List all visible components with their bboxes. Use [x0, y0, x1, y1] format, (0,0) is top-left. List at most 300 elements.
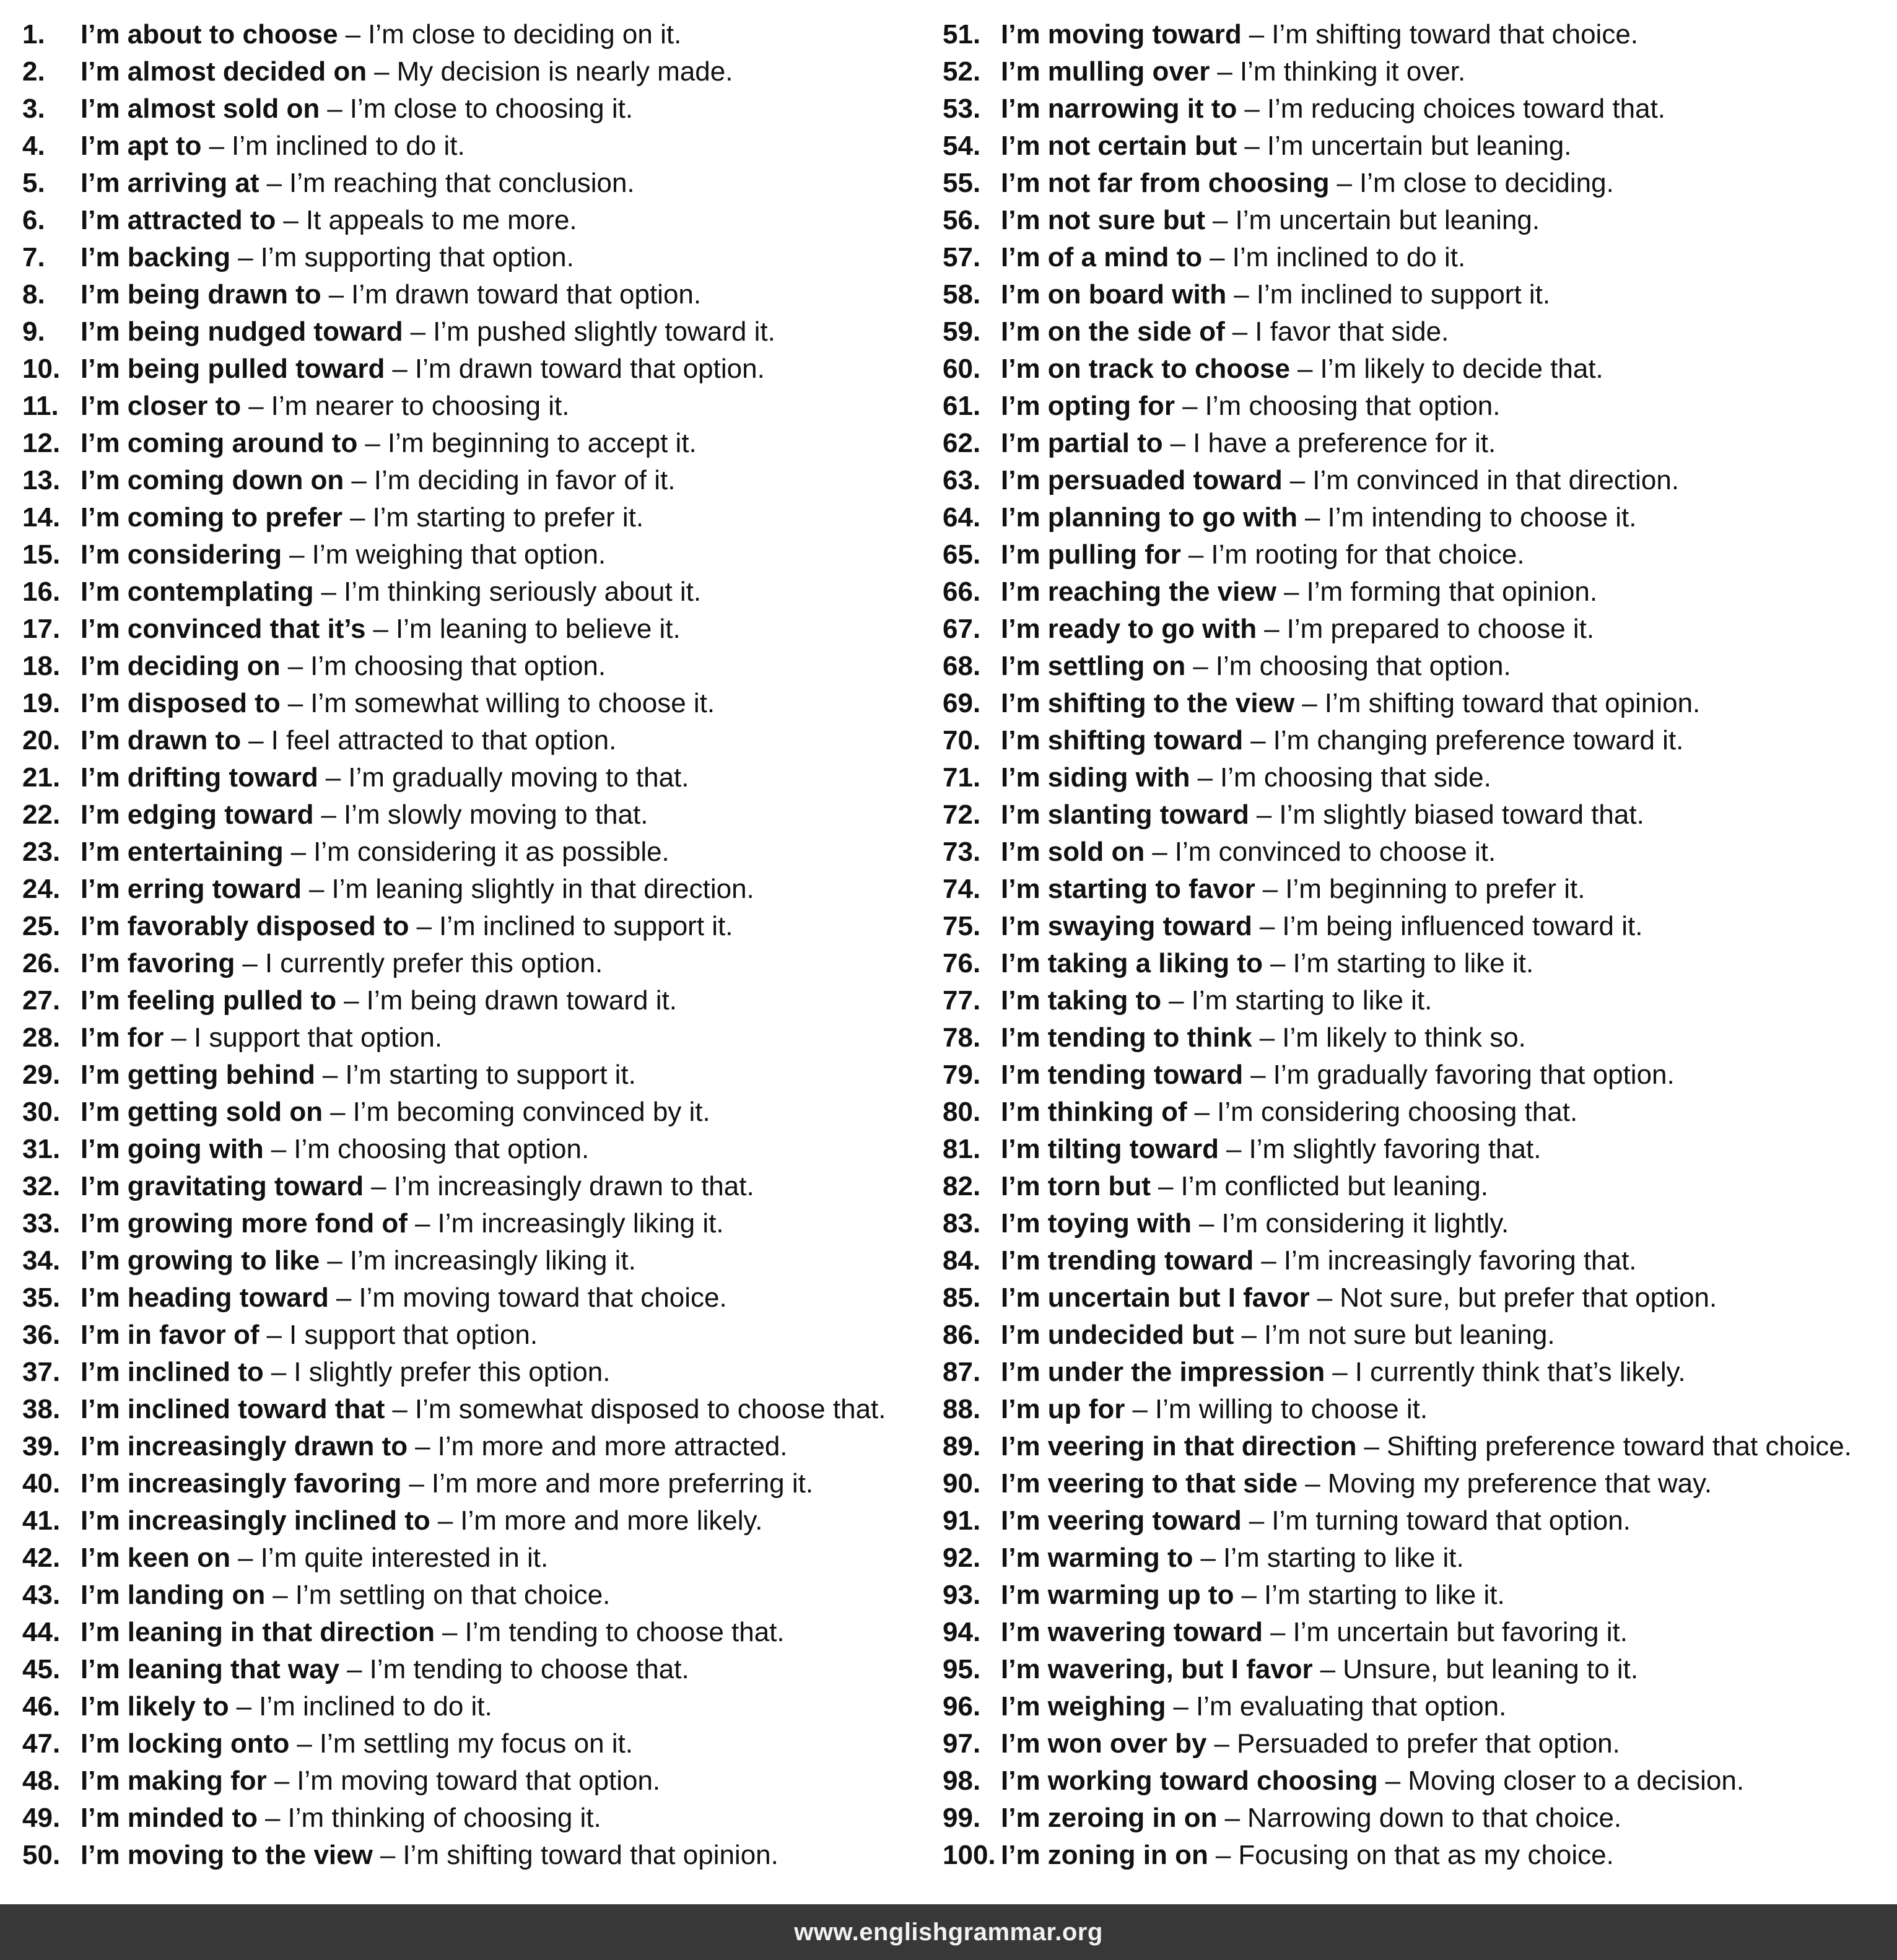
item-number: 92.: [943, 1543, 981, 1573]
item-meaning: Focusing on that as my choice.: [1238, 1840, 1614, 1870]
list-item: [22, 1094, 914, 1131]
item-separator: –: [328, 279, 344, 310]
item-phrase: I’m wavering, but I favor: [1001, 1654, 1313, 1684]
item-phrase: I’m veering to that side: [1001, 1468, 1298, 1499]
item-text: [81, 388, 569, 425]
item-phrase: I’m zoning in on: [1001, 1840, 1208, 1870]
list-item: [22, 1428, 914, 1465]
item-text: [81, 1465, 813, 1502]
item-number: 28.: [22, 1022, 61, 1053]
item-meaning: I favor that side.: [1255, 316, 1449, 347]
item-number: 17.: [22, 614, 61, 644]
item-text: [81, 239, 574, 276]
list-item: [22, 1242, 914, 1279]
list-item: [943, 128, 1884, 165]
item-text: [1001, 982, 1432, 1019]
item-number: 64.: [943, 502, 981, 533]
item-phrase: I’m for: [81, 1022, 164, 1053]
item-number: 37.: [22, 1357, 61, 1387]
item-phrase: I’m moving to the view: [81, 1840, 373, 1870]
item-text: [1001, 1205, 1509, 1242]
list-item: [22, 16, 914, 53]
item-phrase: I’m edging toward: [81, 799, 314, 830]
item-separator: –: [265, 1803, 281, 1833]
item-text: [1001, 1317, 1555, 1354]
item-number: 82.: [943, 1171, 981, 1201]
list-item: [943, 1391, 1884, 1428]
item-text: [1001, 16, 1638, 53]
item-separator: –: [308, 874, 325, 904]
item-meaning: I’m thinking it over.: [1239, 56, 1466, 87]
item-meaning: I’m convinced to choose it.: [1174, 837, 1496, 867]
item-meaning: I currently prefer this option.: [264, 948, 603, 978]
item-number: 22.: [22, 799, 61, 830]
list-item: [22, 1540, 914, 1577]
list-item: [943, 648, 1884, 685]
item-text: [1001, 1354, 1686, 1391]
item-number: 65.: [943, 539, 981, 570]
item-phrase: I’m tilting toward: [1001, 1134, 1219, 1164]
item-meaning: I’m uncertain but leaning.: [1267, 131, 1572, 161]
item-phrase: I’m apt to: [81, 131, 202, 161]
list-item: [22, 982, 914, 1019]
item-separator: –: [266, 168, 282, 198]
item-phrase: I’m increasingly favoring: [81, 1468, 402, 1499]
item-number: 36.: [22, 1320, 61, 1350]
list-item: [943, 53, 1884, 90]
item-meaning: I’m shifting toward that opinion.: [403, 1840, 778, 1870]
item-meaning: I’m inclined to do it.: [232, 131, 465, 161]
item-number: 40.: [22, 1468, 61, 1499]
item-meaning: I’m thinking of choosing it.: [287, 1803, 601, 1833]
item-text: [1001, 202, 1540, 239]
item-meaning: I’m close to choosing it.: [349, 94, 634, 124]
item-phrase: I’m getting sold on: [81, 1097, 323, 1127]
item-text: [81, 1800, 601, 1837]
item-phrase: I’m persuaded toward: [1001, 465, 1283, 495]
item-separator: –: [409, 1468, 424, 1499]
item-separator: –: [327, 94, 342, 124]
item-number: 9.: [22, 316, 45, 347]
item-meaning: I’m starting to like it.: [1263, 1580, 1505, 1610]
item-text: [1001, 573, 1597, 611]
item-text: [81, 1205, 724, 1242]
item-text: [1001, 1019, 1526, 1056]
item-phrase: I’m working toward choosing: [1001, 1766, 1378, 1796]
item-phrase: I’m convinced that it’s: [81, 614, 366, 644]
list-item: [22, 276, 914, 313]
list-item: [943, 611, 1884, 648]
item-meaning: I’m not sure but leaning.: [1263, 1320, 1555, 1350]
item-separator: –: [283, 205, 299, 235]
item-text: [81, 722, 616, 759]
item-phrase: I’m narrowing it to: [1001, 94, 1237, 124]
item-phrase: I’m reaching the view: [1001, 577, 1277, 607]
item-separator: –: [1194, 1097, 1210, 1127]
list-item: [22, 1800, 914, 1837]
item-meaning: I’m moving toward that option.: [297, 1766, 661, 1796]
item-number: 46.: [22, 1691, 61, 1722]
item-separator: –: [1284, 577, 1299, 607]
list-item: [943, 462, 1884, 499]
item-separator: –: [1259, 911, 1275, 941]
item-phrase: I’m feeling pulled to: [81, 985, 337, 1016]
item-separator: –: [1332, 1357, 1348, 1387]
item-meaning: I’m beginning to prefer it.: [1285, 874, 1585, 904]
item-meaning: I’m shifting toward that opinion.: [1324, 688, 1701, 718]
item-text: [81, 351, 765, 388]
item-meaning: I’m leaning to believe it.: [395, 614, 681, 644]
item-text: [1001, 945, 1533, 982]
item-number: 90.: [943, 1468, 981, 1499]
item-text: [81, 796, 648, 834]
item-meaning: I’m being drawn toward it.: [366, 985, 677, 1016]
list-item: [22, 1019, 914, 1056]
item-meaning: I’m prepared to choose it.: [1286, 614, 1595, 644]
item-number: 6.: [22, 205, 45, 235]
list-item: [943, 1242, 1884, 1279]
item-separator: –: [1197, 762, 1213, 793]
item-phrase: I’m starting to favor: [1001, 874, 1255, 904]
item-meaning: Shifting preference toward that choice.: [1387, 1431, 1852, 1461]
item-meaning: I’m tending to choose that.: [369, 1654, 689, 1684]
item-text: [1001, 871, 1585, 908]
item-meaning: My decision is nearly made.: [396, 56, 733, 87]
item-text: [1001, 1502, 1631, 1540]
list-item: [22, 425, 914, 462]
item-number: 4.: [22, 131, 45, 161]
list-item: [22, 1577, 914, 1614]
item-separator: –: [248, 725, 264, 756]
item-text: [1001, 1762, 1744, 1800]
item-number: 42.: [22, 1543, 61, 1573]
item-number: 78.: [943, 1022, 981, 1053]
item-phrase: I’m tending toward: [1001, 1060, 1244, 1090]
item-meaning: I’m deciding in favor of it.: [373, 465, 676, 495]
item-number: 57.: [943, 242, 981, 272]
item-separator: –: [209, 131, 225, 161]
item-phrase: I’m favoring: [81, 948, 235, 978]
list-item: [22, 1205, 914, 1242]
item-text: [81, 90, 633, 128]
item-number: 95.: [943, 1654, 981, 1684]
item-separator: –: [1320, 1654, 1336, 1684]
item-meaning: I slightly prefer this option.: [294, 1357, 611, 1387]
item-text: [1001, 648, 1511, 685]
item-text: [1001, 90, 1665, 128]
item-number: 45.: [22, 1654, 61, 1684]
footer-url[interactable]: www.englishgrammar.org: [794, 1918, 1103, 1946]
right-column: [943, 16, 1884, 1874]
item-number: 99.: [943, 1803, 981, 1833]
item-separator: –: [1297, 354, 1313, 384]
item-number: 38.: [22, 1394, 61, 1424]
item-meaning: I’m somewhat willing to choose it.: [310, 688, 715, 718]
item-number: 71.: [943, 762, 981, 793]
item-text: [81, 1317, 538, 1354]
item-text: [1001, 276, 1550, 313]
item-phrase: I’m almost sold on: [81, 94, 320, 124]
list-item: [22, 1614, 914, 1651]
list-item: [22, 908, 914, 945]
item-separator: –: [238, 242, 253, 272]
item-text: [1001, 239, 1465, 276]
item-phrase: I’m increasingly drawn to: [81, 1431, 408, 1461]
item-phrase: I’m minded to: [81, 1803, 258, 1833]
item-phrase: I’m growing to like: [81, 1245, 320, 1276]
list-item: [22, 499, 914, 536]
list-item: [943, 796, 1884, 834]
item-meaning: I’m gradually moving to that.: [348, 762, 689, 793]
item-text: [1001, 165, 1614, 202]
list-item: [943, 1056, 1884, 1094]
item-phrase: I’m drifting toward: [81, 762, 318, 793]
item-meaning: I’m moving toward that choice.: [359, 1283, 727, 1313]
item-phrase: I’m taking a liking to: [1001, 948, 1263, 978]
list-item: [22, 1317, 914, 1354]
item-phrase: I’m on board with: [1001, 279, 1227, 310]
item-separator: –: [1385, 1766, 1401, 1796]
item-number: 41.: [22, 1505, 61, 1536]
item-meaning: I’m choosing that option.: [1205, 391, 1501, 421]
item-phrase: I’m making for: [81, 1766, 267, 1796]
item-separator: –: [347, 1654, 362, 1684]
item-separator: –: [1217, 56, 1232, 87]
item-phrase: I’m erring toward: [81, 874, 302, 904]
list-item: [22, 1056, 914, 1094]
left-column: [22, 16, 914, 1874]
item-separator: –: [1249, 1505, 1265, 1536]
list-item: [943, 1688, 1884, 1725]
item-meaning: I’m rooting for that choice.: [1211, 539, 1525, 570]
item-phrase: I’m favorably disposed to: [81, 911, 409, 941]
item-number: 14.: [22, 502, 61, 533]
item-separator: –: [171, 1022, 186, 1053]
item-separator: –: [322, 1060, 338, 1090]
item-number: 87.: [943, 1357, 981, 1387]
item-phrase: I’m leaning that way: [81, 1654, 340, 1684]
item-text: [81, 1762, 660, 1800]
item-number: 16.: [22, 577, 61, 607]
item-meaning: I’m intending to choose it.: [1327, 502, 1637, 533]
item-number: 81.: [943, 1134, 981, 1164]
item-separator: –: [1270, 948, 1286, 978]
item-number: 61.: [943, 391, 981, 421]
item-text: [1001, 1391, 1428, 1428]
item-phrase: I’m contemplating: [81, 577, 314, 607]
item-separator: –: [1200, 1543, 1216, 1573]
item-separator: –: [1289, 465, 1306, 495]
list-item: [943, 1317, 1884, 1354]
item-separator: –: [415, 1431, 430, 1461]
item-meaning: I’m choosing that option.: [1215, 651, 1511, 681]
item-separator: –: [273, 1580, 288, 1610]
item-phrase: I’m warming to: [1001, 1543, 1193, 1573]
item-meaning: Persuaded to prefer that option.: [1237, 1728, 1620, 1759]
item-number: 30.: [22, 1097, 61, 1127]
item-number: 35.: [22, 1283, 61, 1313]
list-item: [22, 611, 914, 648]
item-meaning: I’m inclined to do it.: [1232, 242, 1466, 272]
item-phrase: I’m keen on: [81, 1543, 231, 1573]
item-phrase: I’m likely to: [81, 1691, 229, 1722]
item-meaning: I’m more and more likely.: [460, 1505, 763, 1536]
item-number: 23.: [22, 837, 61, 867]
item-meaning: I’m starting to like it.: [1191, 985, 1433, 1016]
item-text: [81, 499, 643, 536]
item-meaning: I’m reducing choices toward that.: [1267, 94, 1666, 124]
item-text: [81, 165, 635, 202]
list-item: [943, 1168, 1884, 1205]
item-meaning: I’m being influenced toward it.: [1282, 911, 1643, 941]
item-meaning: Not sure, but prefer that option.: [1340, 1283, 1717, 1313]
item-text: [1001, 1131, 1541, 1168]
list-item: [943, 499, 1884, 536]
item-meaning: I’m considering it as possible.: [313, 837, 669, 867]
item-number: 27.: [22, 985, 61, 1016]
item-separator: –: [1317, 1283, 1333, 1313]
list-item: [943, 90, 1884, 128]
item-text: [81, 1019, 442, 1056]
item-phrase: I’m inclined toward that: [81, 1394, 385, 1424]
list-item: [22, 90, 914, 128]
list-item: [943, 908, 1884, 945]
item-phrase: I’m landing on: [81, 1580, 266, 1610]
item-text: [1001, 1428, 1852, 1465]
item-separator: –: [238, 1543, 253, 1573]
item-text: [81, 759, 689, 796]
item-separator: –: [371, 1171, 386, 1201]
item-separator: –: [1170, 428, 1186, 458]
item-phrase: I’m swaying toward: [1001, 911, 1252, 941]
item-text: [81, 1279, 727, 1317]
item-separator: –: [297, 1728, 312, 1759]
item-meaning: I’m pushed slightly toward it.: [433, 316, 775, 347]
item-text: [1001, 834, 1496, 871]
item-number: 76.: [943, 948, 981, 978]
item-separator: –: [274, 1766, 290, 1796]
item-phrase: I’m attracted to: [81, 205, 276, 235]
item-number: 94.: [943, 1617, 981, 1647]
item-number: 24.: [22, 874, 61, 904]
list-item: [943, 1428, 1884, 1465]
item-separator: –: [1249, 19, 1265, 50]
item-text: [81, 1725, 633, 1762]
item-phrase: I’m shifting to the view: [1001, 688, 1295, 718]
item-separator: –: [1261, 1245, 1276, 1276]
item-text: [1001, 536, 1525, 573]
item-number: 50.: [22, 1840, 61, 1870]
item-phrase: I’m toying with: [1001, 1208, 1192, 1239]
item-meaning: I’m uncertain but favoring it.: [1293, 1617, 1628, 1647]
item-text: [1001, 759, 1491, 796]
item-meaning: I’m considering choosing that.: [1217, 1097, 1578, 1127]
item-text: [1001, 1800, 1621, 1837]
item-meaning: I’m increasingly liking it.: [437, 1208, 724, 1239]
item-meaning: I’m convinced in that direction.: [1312, 465, 1680, 495]
list-item: [22, 1168, 914, 1205]
item-separator: –: [242, 948, 258, 978]
item-text: [81, 425, 697, 462]
item-meaning: I’m considering it lightly.: [1221, 1208, 1509, 1239]
item-number: 52.: [943, 56, 981, 87]
item-meaning: I’m increasingly favoring that.: [1283, 1245, 1637, 1276]
list-item: [22, 388, 914, 425]
item-number: 8.: [22, 279, 45, 310]
item-number: 66.: [943, 577, 981, 607]
item-meaning: I’m beginning to accept it.: [387, 428, 697, 458]
item-text: [1001, 53, 1465, 90]
list-item: [943, 1837, 1884, 1874]
item-separator: –: [1215, 1840, 1231, 1870]
item-meaning: Unsure, but leaning to it.: [1343, 1654, 1639, 1684]
item-separator: –: [1193, 651, 1208, 681]
item-separator: –: [236, 1691, 252, 1722]
item-phrase: I’m closer to: [81, 391, 242, 421]
item-meaning: I’m somewhat disposed to choose that.: [414, 1394, 886, 1424]
item-phrase: I’m almost decided on: [81, 56, 367, 87]
list-item: [943, 536, 1884, 573]
item-meaning: I’m slightly favoring that.: [1249, 1134, 1542, 1164]
item-phrase: I’m weighing: [1001, 1691, 1166, 1722]
item-number: 75.: [943, 911, 981, 941]
item-meaning: I’m slightly biased toward that.: [1279, 799, 1644, 830]
item-phrase: I’m not certain but: [1001, 131, 1237, 161]
item-meaning: I’m inclined to do it.: [259, 1691, 492, 1722]
list-item: [22, 1391, 914, 1428]
item-phrase: I’m sold on: [1001, 837, 1145, 867]
item-phrase: I’m not sure but: [1001, 205, 1205, 235]
item-phrase: I’m taking to: [1001, 985, 1162, 1016]
list-item: [943, 1614, 1884, 1651]
list-item: [22, 239, 914, 276]
item-text: [1001, 1279, 1717, 1317]
list-item: [22, 1762, 914, 1800]
item-separator: –: [345, 19, 361, 50]
item-meaning: I’m starting to like it.: [1293, 948, 1534, 978]
item-number: 88.: [943, 1394, 981, 1424]
item-meaning: I support that option.: [289, 1320, 538, 1350]
item-separator: –: [327, 1245, 342, 1276]
item-number: 20.: [22, 725, 61, 756]
item-meaning: I’m close to deciding on it.: [368, 19, 682, 50]
item-separator: –: [442, 1617, 458, 1647]
item-number: 93.: [943, 1580, 981, 1610]
item-phrase: I’m thinking of: [1001, 1097, 1187, 1127]
item-phrase: I’m going with: [81, 1134, 264, 1164]
item-number: 59.: [943, 316, 981, 347]
item-meaning: I’m settling on that choice.: [295, 1580, 611, 1610]
item-meaning: I’m increasingly liking it.: [349, 1245, 636, 1276]
item-text: [1001, 1725, 1620, 1762]
item-phrase: I’m heading toward: [81, 1283, 329, 1313]
item-text: [1001, 1094, 1577, 1131]
item-separator: –: [365, 428, 380, 458]
item-meaning: I’m close to deciding.: [1359, 168, 1614, 198]
item-separator: –: [392, 354, 408, 384]
list-item: [22, 351, 914, 388]
item-text: [1001, 1688, 1506, 1725]
item-separator: –: [1250, 1060, 1266, 1090]
item-separator: –: [336, 1283, 352, 1313]
item-separator: –: [1152, 837, 1167, 867]
item-text: [1001, 1540, 1464, 1577]
item-phrase: I’m ready to go with: [1001, 614, 1257, 644]
list-item: [943, 945, 1884, 982]
item-number: 3.: [22, 94, 45, 124]
item-phrase: I’m tending to think: [1001, 1022, 1252, 1053]
item-meaning: I’m drawn toward that option.: [414, 354, 765, 384]
